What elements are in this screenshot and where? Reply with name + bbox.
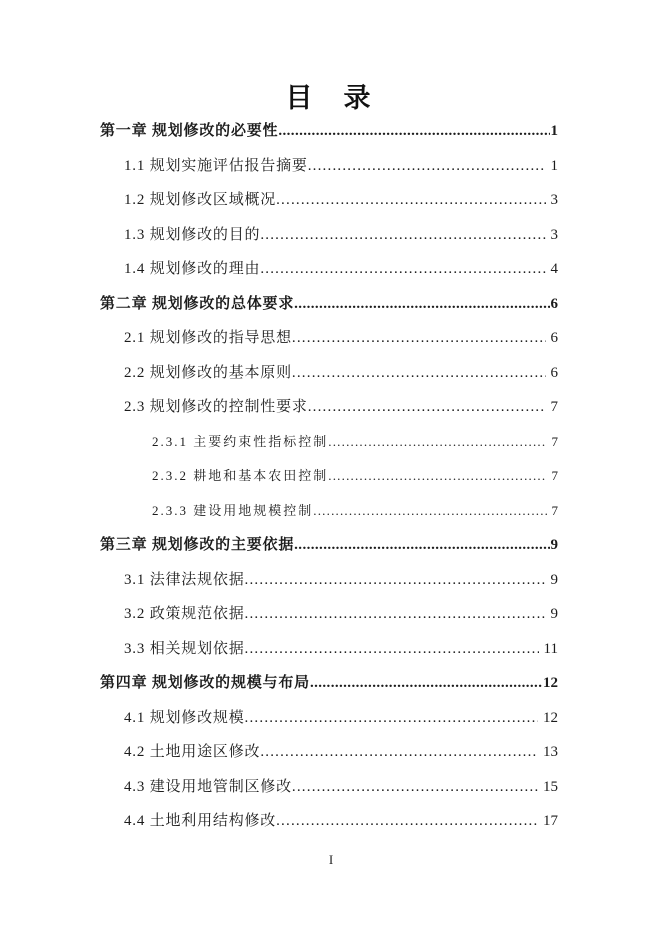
toc-entry	[100, 735, 558, 770]
toc-entry-page: 3	[550, 226, 558, 243]
toc-entry-label: 3.1 法律法规依据	[124, 571, 245, 588]
toc-entry	[100, 459, 558, 494]
toc-entry	[100, 287, 558, 322]
footer-page-number: I	[328, 852, 334, 867]
toc-entry-label: 第一章 规划修改的必要性	[100, 123, 279, 139]
toc-list	[100, 114, 558, 839]
dot-leader-icon	[328, 425, 546, 460]
dot-leader-icon	[276, 804, 538, 839]
toc-entry-page: 4	[550, 261, 558, 277]
toc-entry-page: 7	[551, 468, 558, 483]
toc-entry-page: 9	[550, 606, 558, 622]
toc-entry-label: 3.2 政策规范依据	[124, 606, 245, 622]
toc-entry-label: 2.2 规划修改的基本原则	[124, 364, 292, 381]
page-title: 目 录	[285, 83, 373, 113]
toc-entry-label: 1.3 规划修改的目的	[124, 226, 261, 243]
toc-entry-label: 2.1 规划修改的指导思想	[124, 330, 292, 346]
toc-entry	[100, 425, 558, 460]
toc-entry-page: 3	[550, 192, 558, 208]
toc-entry	[100, 321, 558, 356]
dot-leader-icon	[245, 563, 546, 598]
dot-leader-icon	[313, 494, 546, 529]
toc-entry-page: 15	[543, 778, 558, 795]
toc-entry-page: 12	[543, 709, 558, 726]
toc-entry	[100, 390, 558, 425]
dot-leader-icon	[308, 149, 546, 184]
toc-entry	[100, 252, 558, 287]
toc-entry-page: 7	[551, 502, 558, 518]
toc-entry-label: 4.4 土地利用结构修改	[124, 813, 277, 829]
toc-entry-page: 12	[543, 675, 558, 691]
dot-leader-icon	[260, 735, 538, 770]
dot-leader-icon	[260, 218, 545, 253]
dot-leader-icon	[294, 528, 549, 563]
toc-entry-label: 2.3.3 建设用地规模控制	[152, 502, 314, 518]
toc-entry-label: 4.1 规划修改规模	[124, 709, 245, 726]
toc-entry	[100, 804, 558, 839]
toc-entry-page: 17	[543, 813, 558, 829]
toc-entry-page: 1	[550, 123, 558, 139]
toc-entry-label: 第四章 规划修改的规模与布局	[100, 675, 310, 691]
toc-entry-label: 4.2 土地用途区修改	[124, 744, 261, 760]
dot-leader-icon	[292, 321, 546, 356]
toc-entry	[100, 528, 558, 563]
dot-leader-icon	[328, 459, 546, 494]
dot-leader-icon	[260, 252, 545, 287]
toc-entry	[100, 218, 558, 253]
toc-entry	[100, 356, 558, 391]
toc-entry-page: 1	[550, 157, 558, 174]
toc-entry-label: 2.3.2 耕地和基本农田控制	[152, 468, 329, 483]
toc-entry	[100, 149, 558, 184]
toc-entry-label: 第三章 规划修改的主要依据	[100, 537, 295, 553]
toc-entry-page: 11	[543, 640, 558, 657]
toc-entry-label: 1.1 规划实施评估报告摘要	[124, 157, 308, 174]
toc-entry-page: 6	[550, 295, 558, 312]
dot-leader-icon	[245, 701, 538, 736]
toc-entry-label: 4.3 建设用地管制区修改	[124, 778, 292, 795]
toc-entry	[100, 114, 558, 149]
toc-entry	[100, 770, 558, 805]
dot-leader-icon	[294, 287, 549, 322]
toc-entry-label: 1.2 规划修改区域概况	[124, 192, 277, 208]
dot-leader-icon	[276, 183, 545, 218]
toc-entry	[100, 632, 558, 667]
toc-entry-page: 6	[550, 364, 558, 381]
dot-leader-icon	[245, 632, 539, 667]
toc-entry-page: 6	[550, 330, 558, 346]
toc-entry-page: 7	[551, 433, 558, 449]
dot-leader-icon	[292, 770, 538, 805]
toc-entry-label: 1.4 规划修改的理由	[124, 261, 261, 277]
toc-entry	[100, 701, 558, 736]
dot-leader-icon	[292, 356, 546, 391]
toc-entry-page: 9	[550, 571, 558, 588]
dot-leader-icon	[310, 666, 542, 701]
toc-entry-label: 2.3.1 主要约束性指标控制	[152, 433, 329, 449]
toc-entry-page: 13	[543, 744, 558, 760]
toc-entry-page: 9	[550, 537, 558, 553]
toc-entry-page: 7	[550, 399, 558, 415]
toc-entry-label: 第二章 规划修改的总体要求	[100, 295, 295, 312]
toc-entry	[100, 183, 558, 218]
dot-leader-icon	[308, 390, 546, 425]
toc-entry	[100, 666, 558, 701]
toc-entry-label: 2.3 规划修改的控制性要求	[124, 399, 308, 415]
toc-entry	[100, 597, 558, 632]
toc-entry	[100, 563, 558, 598]
toc-entry-label: 3.3 相关规划依据	[124, 640, 245, 657]
toc-entry	[100, 494, 558, 529]
dot-leader-icon	[278, 114, 549, 149]
dot-leader-icon	[245, 597, 546, 632]
